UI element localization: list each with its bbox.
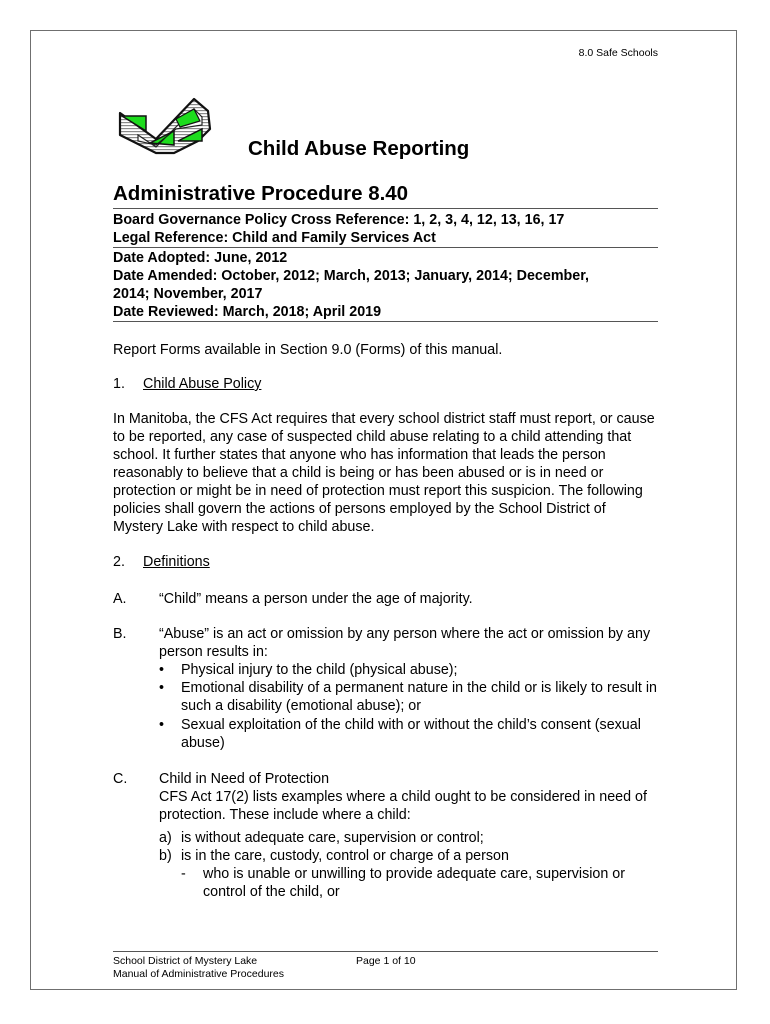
school-district-logo [116, 95, 212, 155]
divider [113, 208, 658, 209]
list-item-text: Physical injury to the child (physical abuse); [181, 662, 458, 678]
section-1-heading [113, 375, 261, 393]
definition-protection-heading: Child in Need of Protection [159, 771, 330, 787]
list-item-text: Sexual exploitation of the child with or without the child’s consent (sexual abuse) [181, 717, 641, 751]
section-number: 1. [113, 376, 125, 392]
footer-divider [113, 951, 658, 952]
section-number: 2. [113, 554, 125, 570]
procedure-title: Administrative Procedure 8.40 [113, 182, 409, 205]
section-2-heading [113, 553, 210, 571]
page-number: Page 1 of 10 [356, 955, 416, 967]
footer-manual-line: Manual of Administrative Procedures [113, 967, 284, 980]
list-item [159, 829, 484, 847]
section-title: Child Abuse Policy [143, 376, 262, 392]
date-adopted: Date Adopted: June, 2012 [113, 250, 288, 266]
dash: - [181, 866, 186, 882]
definition-protection-text: CFS Act 17(2) lists examples where a child ought to be considered in need of protection. These include where a child: [159, 789, 647, 823]
section-tag: 8.0 Safe Schools [578, 47, 658, 59]
list-item-letter: b) [159, 848, 172, 864]
list-item-text: who is unable or unwilling to provide adequate care, supervision or control of the child, or [203, 866, 626, 900]
bullet: • [159, 717, 165, 733]
list-item-text: Emotional disability of a permanent nature in the child or is likely to result in such a disability (emotional abuse); or [181, 680, 658, 714]
bullet: • [159, 662, 165, 678]
definition-abuse: “Abuse” is an act or omission by any person where the act or omission by any person results in: [159, 626, 651, 660]
board-policy-reference: Board Governance Policy Cross Reference: 1, 2, 3, 4, 12, 13, 16, 17 [113, 212, 565, 228]
definition-letter: B. [113, 626, 127, 642]
document-title: Child Abuse Reporting [248, 137, 470, 160]
definition-letter: A. [113, 591, 127, 607]
section-title: Definitions [143, 554, 210, 570]
policy-paragraph: In Manitoba, the CFS Act requires that every school district staff must report, or cause to be reported, any case of suspected child abuse relating to a child attending that school. It further states that anyone who has information that leads the person reasonably to believe that a child is being or has been abused or is in need or protection or might be in need of protection must report this suspicion. The following policies shall govern the actions of persons employed by the School District of Mystery Lake with respect to child abuse. [113, 411, 655, 535]
footer-organization [113, 955, 284, 980]
definition-letter: C. [113, 771, 128, 787]
divider [113, 321, 658, 322]
list-item [159, 847, 509, 865]
date-amended-line-2: 2014; November, 2017 [113, 286, 263, 302]
legal-reference: Legal Reference: Child and Family Services Act [113, 230, 436, 246]
date-reviewed: Date Reviewed: March, 2018; April 2019 [113, 304, 382, 320]
definition-child: “Child” means a person under the age of majority. [159, 591, 473, 607]
divider [113, 247, 658, 248]
list-item-letter: a) [159, 830, 172, 846]
bullet: • [159, 680, 165, 696]
forms-note: Report Forms available in Section 9.0 (Forms) of this manual. [113, 342, 503, 358]
date-amended-line-1: Date Amended: October, 2012; March, 2013; January, 2014; December, [113, 268, 589, 284]
list-item-text: is in the care, custody, control or charge of a person [181, 848, 509, 864]
footer-org-line: School District of Mystery Lake [113, 955, 258, 967]
list-item-text: is without adequate care, supervision or control; [181, 830, 484, 846]
